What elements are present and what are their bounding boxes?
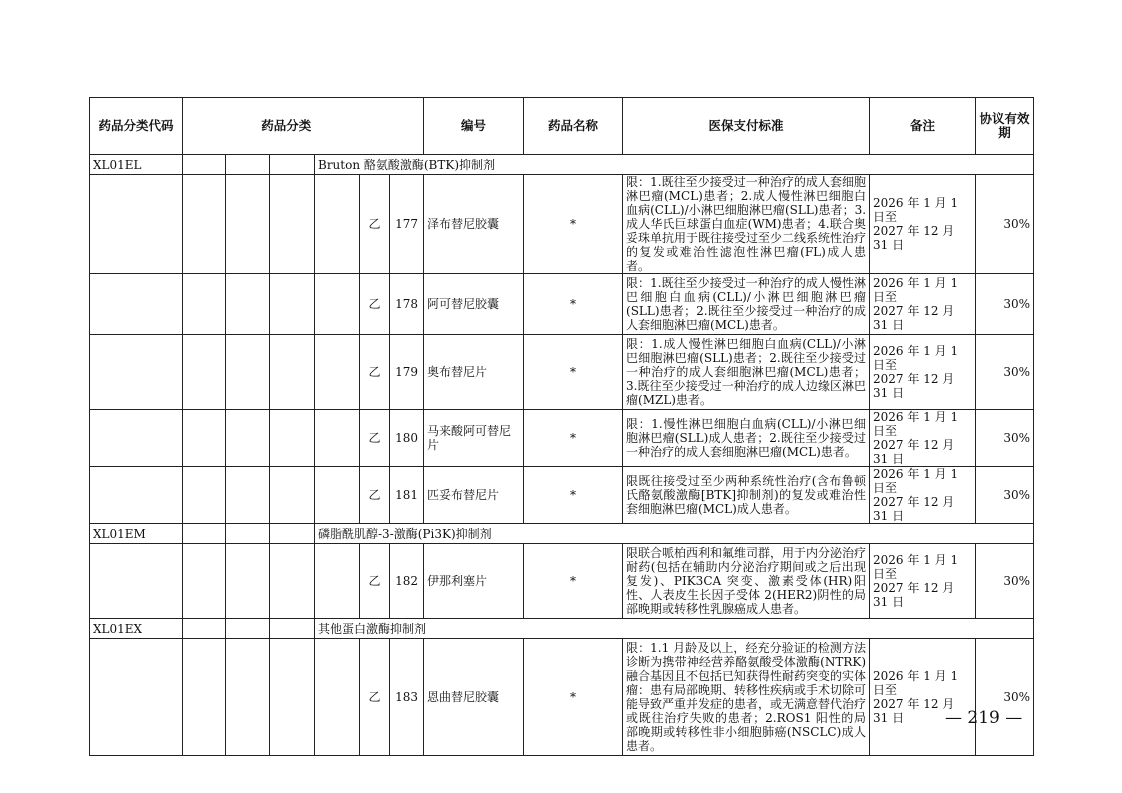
header-grade bbox=[390, 98, 424, 155]
empty-cell bbox=[90, 274, 183, 335]
drug-number: 179 bbox=[390, 335, 424, 410]
empty-cell bbox=[315, 639, 360, 756]
pay-standard: * bbox=[524, 639, 623, 756]
header-remark: 备注 bbox=[870, 98, 976, 155]
empty-cell bbox=[315, 467, 360, 524]
validity-start: 2026 年 1 月 1 日至 bbox=[873, 669, 959, 697]
drug-grade: 乙 bbox=[360, 274, 390, 335]
empty-cell bbox=[226, 619, 270, 639]
empty-cell bbox=[183, 619, 226, 639]
drug-row bbox=[90, 335, 1034, 410]
empty-cell bbox=[183, 639, 226, 756]
validity-start: 2026 年 1 月 1 日至 bbox=[873, 410, 959, 438]
empty-cell bbox=[183, 544, 226, 619]
validity-period bbox=[870, 410, 976, 467]
self-pay-ratio: 30% bbox=[976, 175, 1034, 274]
empty-cell bbox=[270, 524, 315, 544]
empty-cell bbox=[90, 467, 183, 524]
empty-cell bbox=[183, 274, 226, 335]
drug-name: 泽布替尼胶囊 bbox=[424, 175, 524, 274]
drug-grade: 乙 bbox=[360, 544, 390, 619]
empty-cell bbox=[90, 639, 183, 756]
drug-remark: 限：1.成人慢性淋巴细胞白血病(CLL)/小淋巴细胞淋巴瘤(SLL)患者；2.既往至少接受过一种治疗的成人套细胞淋巴瘤(MCL)患者；3.既往至少接受过一种治疗的成人边缘区淋巴瘤(MZL)患者。 bbox=[623, 335, 870, 410]
validity-start: 2026 年 1 月 1 日至 bbox=[873, 467, 959, 495]
self-pay-ratio: 30% bbox=[976, 467, 1034, 524]
empty-cell bbox=[315, 274, 360, 335]
empty-cell bbox=[90, 175, 183, 274]
category-row bbox=[90, 619, 1034, 639]
category-code: XL01EX bbox=[90, 619, 183, 639]
self-pay-ratio: 30% bbox=[976, 335, 1034, 410]
validity-end: 2027 年 12 月 31 日 bbox=[873, 438, 955, 466]
drug-remark: 限联合哌柏西利和氟维司群，用于内分泌治疗耐药(包括在辅助内分泌治疗期间或之后出现复发)、PIK3CA 突变、激素受体(HR)阳性、人表皮生长因子受体 2(HER2)阴性的局部晚期或转移性乳腺癌成人患者。 bbox=[623, 544, 870, 619]
drug-number: 178 bbox=[390, 274, 424, 335]
category-name: 其他蛋白激酶抑制剂 bbox=[315, 619, 1034, 639]
validity-start: 2026 年 1 月 1 日至 bbox=[873, 276, 959, 304]
validity-end: 2027 年 12 月 31 日 bbox=[873, 697, 955, 725]
drug-row bbox=[90, 467, 1034, 524]
validity-start: 2026 年 1 月 1 日至 bbox=[873, 196, 959, 224]
empty-cell bbox=[270, 175, 315, 274]
drug-grade: 乙 bbox=[360, 410, 390, 467]
drug-grade: 乙 bbox=[360, 335, 390, 410]
header-category: 药品分类 bbox=[183, 98, 390, 155]
empty-cell bbox=[270, 155, 315, 175]
header-standard: 医保支付标准 bbox=[623, 98, 870, 155]
drug-remark: 限既往接受过至少两种系统性治疗(含布鲁顿氏酪氨酸激酶[BTK]抑制剂)的复发或难治性套细胞淋巴瘤(MCL)成人患者。 bbox=[623, 467, 870, 524]
empty-cell bbox=[90, 544, 183, 619]
empty-cell bbox=[270, 639, 315, 756]
drug-name: 伊那利塞片 bbox=[424, 544, 524, 619]
empty-cell bbox=[183, 155, 226, 175]
category-code: XL01EL bbox=[90, 155, 183, 175]
empty-cell bbox=[183, 335, 226, 410]
drug-remark: 限：1.既往至少接受过一种治疗的成人套细胞淋巴瘤(MCL)患者；2.成人慢性淋巴细胞白血病(CLL)/小淋巴细胞淋巴瘤(SLL)患者；3.成人华氏巨球蛋白血症(WM)患者；4.联合奥妥珠单抗用于既往接受过至少二线系统性治疗的复发或难治性滤泡性淋巴瘤(FL)成人患者。 bbox=[623, 175, 870, 274]
header-validity: 协议有效期 bbox=[976, 98, 1034, 155]
drug-grade: 乙 bbox=[360, 175, 390, 274]
drug-grade: 乙 bbox=[360, 467, 390, 524]
validity-end: 2027 年 12 月 31 日 bbox=[873, 304, 955, 332]
empty-cell bbox=[270, 335, 315, 410]
header-number: 编号 bbox=[424, 98, 524, 155]
self-pay-ratio: 30% bbox=[976, 639, 1034, 756]
validity-end: 2027 年 12 月 31 日 bbox=[873, 224, 955, 252]
empty-cell bbox=[226, 410, 270, 467]
pay-standard: * bbox=[524, 544, 623, 619]
self-pay-ratio: 30% bbox=[976, 274, 1034, 335]
validity-period bbox=[870, 544, 976, 619]
validity-start: 2026 年 1 月 1 日至 bbox=[873, 553, 959, 581]
drug-row bbox=[90, 274, 1034, 335]
validity-end: 2027 年 12 月 31 日 bbox=[873, 495, 955, 523]
validity-period bbox=[870, 639, 976, 756]
empty-cell bbox=[270, 467, 315, 524]
empty-cell bbox=[270, 410, 315, 467]
drug-row bbox=[90, 544, 1034, 619]
validity-start: 2026 年 1 月 1 日至 bbox=[873, 344, 959, 372]
empty-cell bbox=[270, 274, 315, 335]
empty-cell bbox=[226, 274, 270, 335]
empty-cell bbox=[226, 175, 270, 274]
empty-cell bbox=[315, 410, 360, 467]
validity-period bbox=[870, 467, 976, 524]
empty-cell bbox=[183, 175, 226, 274]
drug-list-table bbox=[89, 97, 1034, 756]
drug-name: 阿可替尼胶囊 bbox=[424, 274, 524, 335]
empty-cell bbox=[270, 619, 315, 639]
empty-cell bbox=[226, 467, 270, 524]
empty-cell bbox=[183, 467, 226, 524]
drug-row bbox=[90, 639, 1034, 756]
validity-period bbox=[870, 175, 976, 274]
category-name: Bruton 酪氨酸激酶(BTK)抑制剂 bbox=[315, 155, 1034, 175]
header-name: 药品名称 bbox=[524, 98, 623, 155]
header-code: 药品分类代码 bbox=[90, 98, 183, 155]
empty-cell bbox=[90, 335, 183, 410]
empty-cell bbox=[315, 335, 360, 410]
pay-standard: * bbox=[524, 335, 623, 410]
validity-period bbox=[870, 274, 976, 335]
validity-period bbox=[870, 335, 976, 410]
self-pay-ratio: 30% bbox=[976, 544, 1034, 619]
empty-cell bbox=[183, 410, 226, 467]
empty-cell bbox=[226, 155, 270, 175]
validity-end: 2027 年 12 月 31 日 bbox=[873, 372, 955, 400]
pay-standard: * bbox=[524, 274, 623, 335]
drug-number: 180 bbox=[390, 410, 424, 467]
drug-remark: 限：1.既往至少接受过一种治疗的成人慢性淋巴细胞白血病(CLL)/小淋巴细胞淋巴瘤(SLL)患者；2.既往至少接受过一种治疗的成人套细胞淋巴瘤(MCL)患者。 bbox=[623, 274, 870, 335]
self-pay-ratio: 30% bbox=[976, 410, 1034, 467]
drug-name: 马来酸阿可替尼片 bbox=[424, 410, 524, 467]
drug-remark: 限：1.1 月龄及以上，经充分验证的检测方法诊断为携带神经营养酪氨酸受体激酶(NTRK)融合基因且不包括已知获得性耐药突变的实体瘤：患有局部晚期、转移性疾病或手术切除可能导致严重并发症的患者，或无满意替代治疗或既往治疗失败的患者；2.ROS1 阳性的局部晚期或转移性非小细胞肺癌(NSCLC)成人患者。 bbox=[623, 639, 870, 756]
empty-cell bbox=[90, 410, 183, 467]
drug-number: 181 bbox=[390, 467, 424, 524]
pay-standard: * bbox=[524, 467, 623, 524]
category-code: XL01EM bbox=[90, 524, 183, 544]
header-row bbox=[90, 98, 1034, 155]
empty-cell bbox=[226, 544, 270, 619]
empty-cell bbox=[183, 524, 226, 544]
validity-end: 2027 年 12 月 31 日 bbox=[873, 581, 955, 609]
empty-cell bbox=[315, 175, 360, 274]
drug-remark: 限：1.慢性淋巴细胞白血病(CLL)/小淋巴细胞淋巴瘤(SLL)成人患者；2.既往至少接受过一种治疗的成人套细胞淋巴瘤(MCL)患者。 bbox=[623, 410, 870, 467]
drug-row bbox=[90, 410, 1034, 467]
empty-cell bbox=[270, 544, 315, 619]
drug-number: 183 bbox=[390, 639, 424, 756]
category-row bbox=[90, 524, 1034, 544]
drug-number: 177 bbox=[390, 175, 424, 274]
drug-name: 恩曲替尼胶囊 bbox=[424, 639, 524, 756]
empty-cell bbox=[226, 524, 270, 544]
empty-cell bbox=[226, 639, 270, 756]
drug-row bbox=[90, 175, 1034, 274]
drug-name: 匹妥布替尼片 bbox=[424, 467, 524, 524]
empty-cell bbox=[315, 544, 360, 619]
page-number: — 219 — bbox=[945, 708, 1023, 728]
drug-grade: 乙 bbox=[360, 639, 390, 756]
drug-number: 182 bbox=[390, 544, 424, 619]
category-name: 磷脂酰肌醇-3-激酶(Pi3K)抑制剂 bbox=[315, 524, 1034, 544]
pay-standard: * bbox=[524, 410, 623, 467]
category-row bbox=[90, 155, 1034, 175]
pay-standard: * bbox=[524, 175, 623, 274]
empty-cell bbox=[226, 335, 270, 410]
drug-name: 奥布替尼片 bbox=[424, 335, 524, 410]
